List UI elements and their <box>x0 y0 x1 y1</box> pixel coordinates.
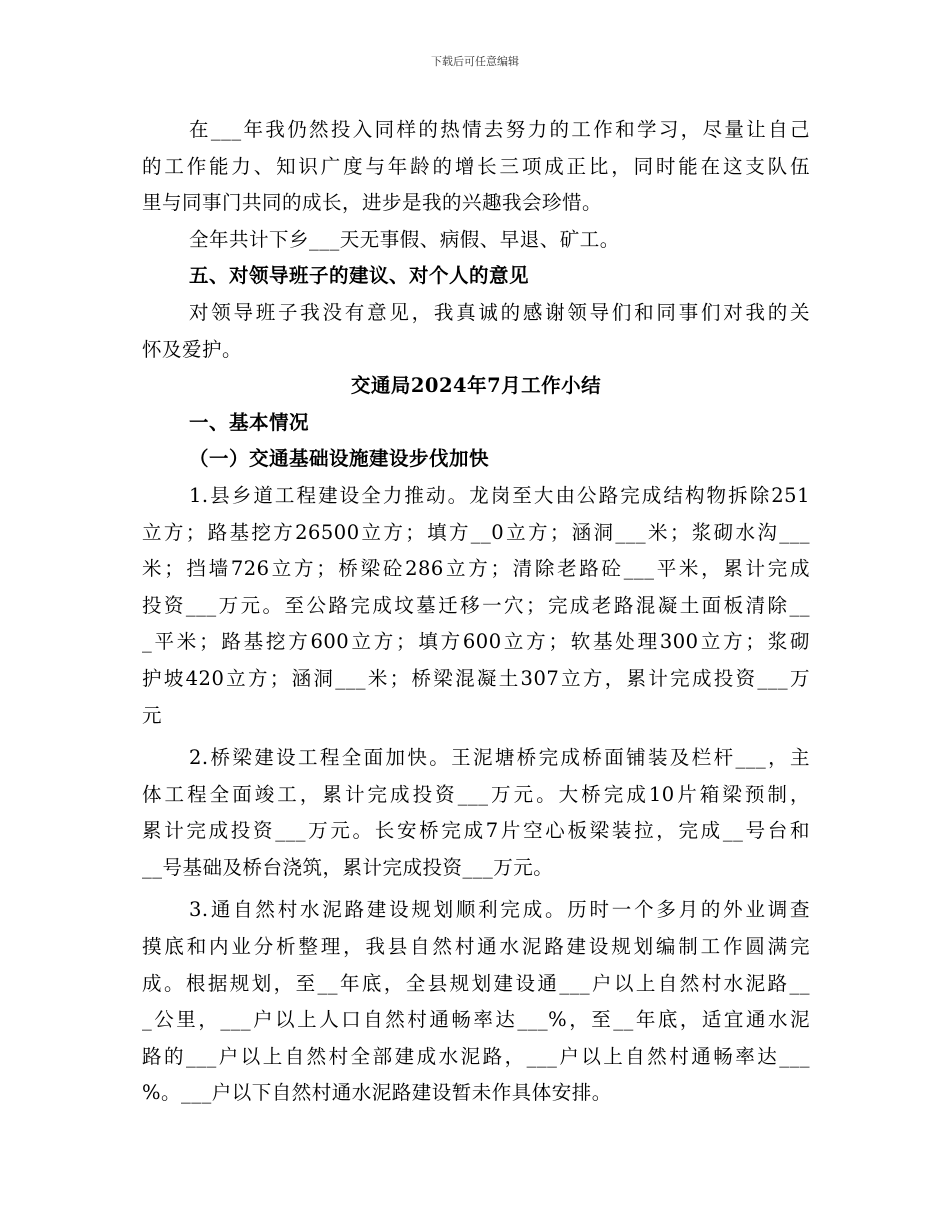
text-line: 五、对领导班子的建议、对个人的意见 <box>189 264 530 288</box>
paragraph <box>142 892 810 1112</box>
text-line: 成。根据规划，至__年底，全县规划建设通___户以上自然村水泥路__ <box>142 971 810 995</box>
text-line: 在___年我仍然投入同样的热情去努力的工作和学习，尽量让自己 <box>189 118 810 141</box>
paragraph <box>142 740 810 886</box>
text-line: 的工作能力、知识广度与年龄的增长三项成正比，同时能在这支队伍 <box>142 154 810 178</box>
paragraph <box>142 222 810 259</box>
text-line: 米；挡墙726立方；桥梁砼286立方；清除老路砼___平米，累计完成 <box>142 557 810 581</box>
text-line: _公里，___户以上人口自然村通畅率达___%，至__年底，适宜通水泥 <box>142 1008 810 1032</box>
text-line: 对领导班子我没有意见，我真诚的感谢领导们和同事们对我的关 <box>189 300 810 324</box>
text-line: 体工程全面竣工，累计完成投资___万元。大桥完成10片箱梁预制， <box>142 782 810 806</box>
text-line: 累计完成投资___万元。长安桥完成7片空心板梁装拉，完成__号台和 <box>142 819 810 843</box>
text-line: 路的___户以上自然村全部建成水泥路，___户以上自然村通畅率达___ <box>142 1044 810 1068</box>
section-heading <box>142 441 810 478</box>
text-line: 摸底和内业分析整理，我县自然村通水泥路建设规划编制工作圆满完 <box>142 935 810 959</box>
text-line: __号基础及桥台浇筑，累计完成投资___万元。 <box>142 855 554 879</box>
paragraph <box>142 295 810 368</box>
paragraph <box>142 112 810 222</box>
text-line: 里与同事门共同的成长，进步是我的兴趣我会珍惜。 <box>142 191 603 215</box>
document-title <box>142 368 810 405</box>
text-line: 全年共计下乡___天无事假、病假、早退、矿工。 <box>189 227 620 251</box>
text-line: 交通局2024年7月工作小结 <box>350 374 602 398</box>
paragraph <box>142 478 810 734</box>
section-heading <box>142 405 810 442</box>
text-line: 投资___万元。至公路完成坟墓迁移一穴；完成老路混凝土面板清除__ <box>142 593 810 617</box>
text-line: _平米；路基挖方600立方；填方600立方；软基处理300立方；浆砌 <box>142 630 810 654</box>
text-line: 1.县乡道工程建设全力推动。龙岗至大由公路完成结构物拆除251 <box>189 483 810 507</box>
text-line: 元 <box>142 703 163 727</box>
document-body <box>142 112 810 1112</box>
text-line: 2.桥梁建设工程全面加快。王泥塘桥完成桥面铺装及栏杆___，主 <box>189 746 810 770</box>
text-line: （一）交通基础设施建设步伐加快 <box>189 447 490 471</box>
page-header: 下载后可任意编辑 <box>431 55 519 68</box>
text-line: 3.通自然村水泥路建设规划顺利完成。历时一个多月的外业调查 <box>189 898 810 922</box>
text-line: %。___户以下自然村通水泥路建设暂未作具体安排。 <box>142 1081 612 1105</box>
text-line: 护坡420立方；涵洞___米；桥梁混凝土307立方，累计完成投资___万 <box>142 666 810 690</box>
text-line: 怀及爱护。 <box>142 337 243 361</box>
text-line: 立方；路基挖方26500立方；填方__0立方；涵洞___米；浆砌水沟___ <box>142 520 810 544</box>
section-heading <box>142 258 810 295</box>
text-line: 一、基本情况 <box>189 410 310 434</box>
